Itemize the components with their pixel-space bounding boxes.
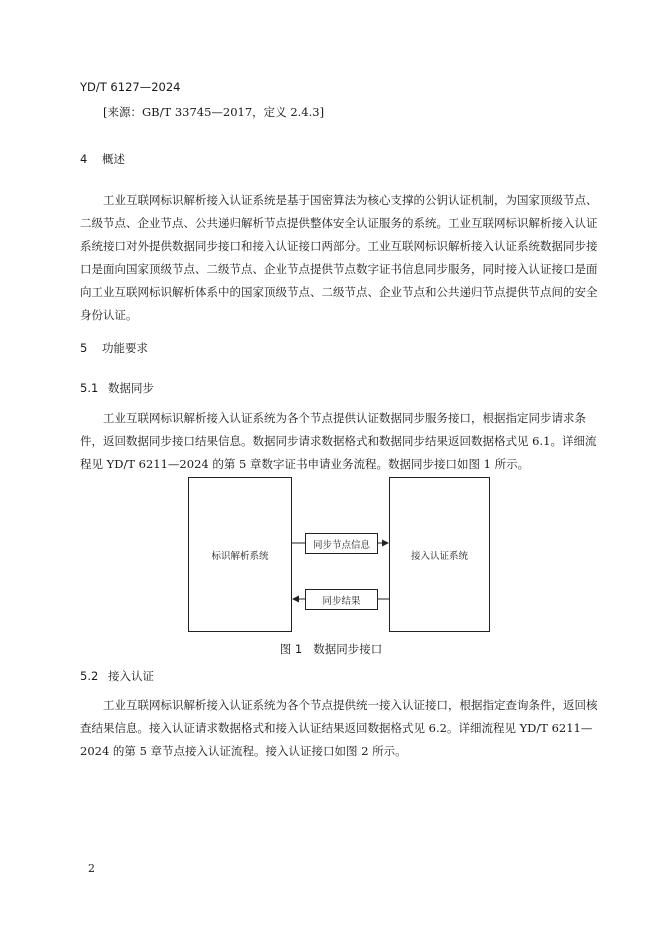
section-number: 5 xyxy=(80,341,88,355)
identifier-resolution-system-box: 标识解析系统 xyxy=(188,477,292,632)
sync-node-info-label: 同步节点信息 xyxy=(305,533,378,554)
section-title: 接入认证 xyxy=(108,669,154,683)
section-number: 4 xyxy=(80,152,88,166)
section-5-2-heading xyxy=(80,668,154,684)
section-title: 数据同步 xyxy=(108,381,154,395)
section-title: 概述 xyxy=(102,152,125,166)
figure-1-caption xyxy=(0,641,662,657)
figure-title: 数据同步接口 xyxy=(313,642,383,656)
source-note: [来源：GB/T 33745—2017，定义 2.4.3] xyxy=(103,105,325,119)
section-5-2-body xyxy=(80,694,605,763)
section-number: 5.1 xyxy=(80,381,99,395)
section-number: 5.2 xyxy=(80,669,99,683)
section-title: 功能要求 xyxy=(102,341,148,355)
page-number: 2 xyxy=(88,862,95,875)
sync-result-label: 同步结果 xyxy=(305,589,378,610)
figure-number: 图 1 xyxy=(279,642,303,656)
paragraph: 工业互联网标识解析接入认证系统是基于国密算法为核心支撑的公钥认证机制，为国家顶级节点、二级节点、企业节点、公共递归解析节点提供整体安全认证服务的系统。工业互联网标识解析接入认证系统接口对外提供数据同步接口和接入认证接口两部分。工业互联网标识解析接入认证系统数据同步接口是面向国家顶级节点、二级节点、企业节点提供节点数字证书信息同步服务，同时接入认证接口是面向工业互联网标识解析体系中的国家顶级节点、二级节点、企业节点和公共递归节点提供节点间的安全身份认证。 xyxy=(80,193,598,322)
access-authentication-system-box: 接入认证系统 xyxy=(389,477,490,632)
document-id: YD/T 6127—2024 xyxy=(80,80,181,94)
paragraph: 工业互联网标识解析接入认证系统为各个节点提供统一接入认证接口，根据指定查询条件，返回核查结果信息。接入认证请求数据格式和接入认证结果返回数据格式见 6.2。详细流程见 YD/T 6211—2024 的第 5 章节点接入认证流程。接入认证接口如图 2 所示。 xyxy=(80,698,598,758)
paragraph: 工业互联网标识解析接入认证系统为各个节点提供认证数据同步服务接口，根据指定同步请求条件，返回数据同步接口结果信息。数据同步请求数据格式和数据同步结果返回数据格式见 6.1。详细流程见 YD/T 6211—2024 的第 5 章数字证书申请业务流程。数据同步接口如图 1 所示。 xyxy=(80,411,597,471)
